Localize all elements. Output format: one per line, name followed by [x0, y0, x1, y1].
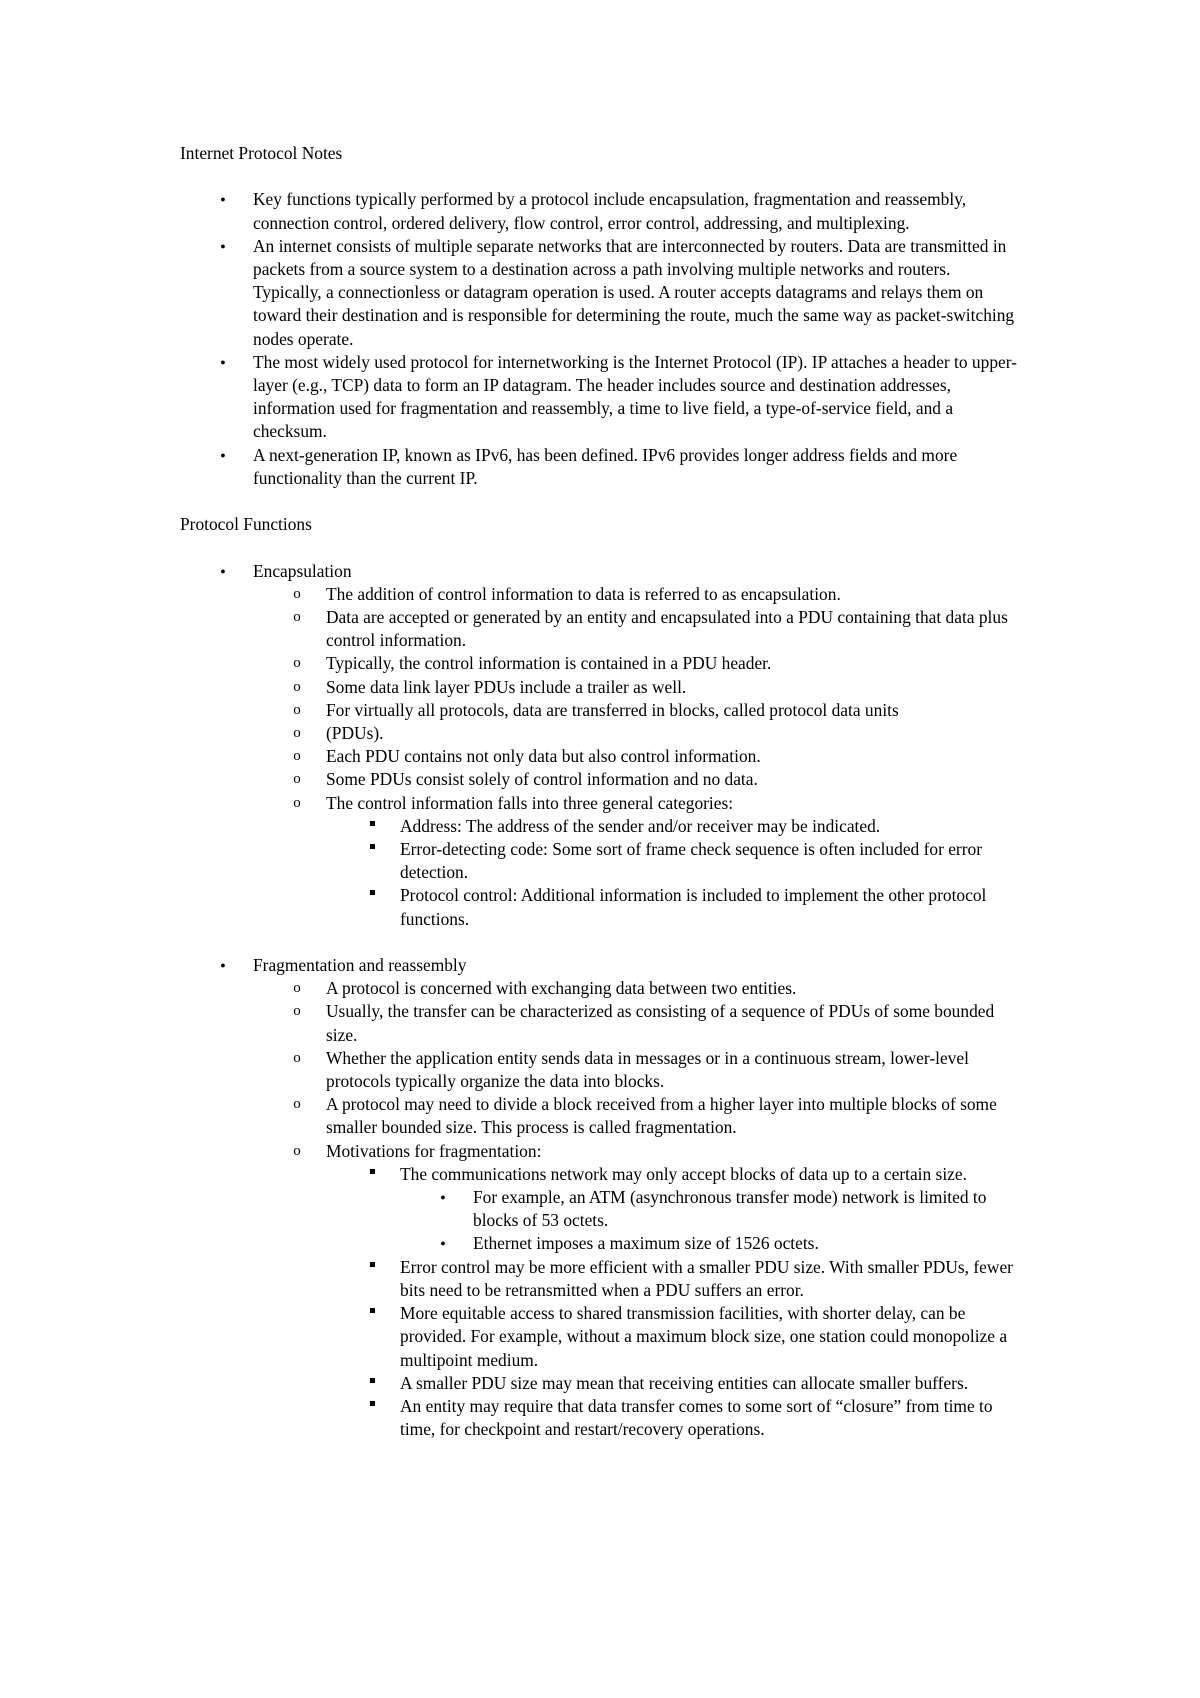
circle-bullet-icon	[287, 1093, 307, 1116]
bullet-icon	[213, 560, 233, 585]
ip-notes-list	[180, 188, 1020, 490]
list-item: ● For example, an ATM (asynchronous transfer mode) network is limited to blocks of 53 octets.	[473, 1186, 1020, 1232]
list-item: o For virtually all protocols, data are transferred in blocks, called protocol data units	[326, 699, 1020, 722]
protocol-functions-list	[180, 560, 1020, 931]
circle-bullet-icon	[287, 768, 307, 791]
circle-bullet-icon	[287, 676, 307, 699]
list-item: ● An internet consists of multiple separate networks that are interconnected by routers. Data are transmitted in packets from a source system to a destination across a path involving multiple networks and routers. Typically, a connectionless or datagram operation is used. A router accepts datagrams and relays them on toward their destination and is responsible for determining the route, much the same way as packet-switching nodes operate.	[253, 235, 1020, 351]
list-item: The communications network may only accept blocks of data up to a certain size.	[400, 1163, 1020, 1186]
list-item: o The addition of control information to data is referred to as encapsulation.	[326, 583, 1020, 606]
square-bullet-icon	[362, 1256, 382, 1279]
list-item: o Motivations for fragmentation:	[326, 1140, 1020, 1163]
square-bullet-icon	[362, 838, 382, 861]
bullet-icon	[433, 1186, 453, 1211]
list-item: o The control information falls into three general categories:	[326, 792, 1020, 815]
list-item: o Whether the application entity sends data in messages or in a continuous stream, lower-level protocols typically organize the data into blocks.	[326, 1047, 1020, 1093]
circle-bullet-icon	[287, 745, 307, 768]
bullet-icon	[433, 1232, 453, 1257]
square-bullet-icon	[362, 1372, 382, 1395]
square-bullet-icon	[362, 884, 382, 907]
circle-bullet-icon	[287, 583, 307, 606]
list-item: ● Key functions typically performed by a protocol include encapsulation, fragmentation and reassembly, connection control, ordered delivery, flow control, error control, addressing, and multiplexing.	[253, 188, 1020, 234]
list-item-fragmentation: ● Fragmentation and reassembly	[253, 954, 1020, 977]
circle-bullet-icon	[287, 1047, 307, 1070]
section-title-protocol-functions: Protocol Functions	[180, 514, 312, 535]
bullet-icon	[213, 954, 233, 979]
fragmentation-list	[180, 954, 1020, 1441]
list-item: ● Ethernet imposes a maximum size of 1526 octets.	[473, 1232, 1020, 1255]
bullet-icon	[213, 444, 233, 469]
circle-bullet-icon	[287, 722, 307, 745]
list-item: o Each PDU contains not only data but also control information.	[326, 745, 1020, 768]
list-item: Protocol control: Additional information is included to implement the other protocol functions.	[400, 884, 1020, 930]
bullet-icon	[213, 235, 233, 260]
list-item: o A protocol is concerned with exchanging data between two entities.	[326, 977, 1020, 1000]
square-bullet-icon	[362, 1302, 382, 1325]
list-item: o Data are accepted or generated by an entity and encapsulated into a PDU containing that data plus control information.	[326, 606, 1020, 652]
list-item: o Usually, the transfer can be characterized as consisting of a sequence of PDUs of some bounded size.	[326, 1000, 1020, 1046]
circle-bullet-icon	[287, 606, 307, 629]
circle-bullet-icon	[287, 652, 307, 675]
bullet-icon	[213, 188, 233, 213]
list-item: More equitable access to shared transmission facilities, with shorter delay, can be provided. For example, without a maximum block size, one station could monopolize a multipoint medium.	[400, 1302, 1020, 1372]
square-bullet-icon	[362, 815, 382, 838]
circle-bullet-icon	[287, 1000, 307, 1023]
list-item: ● A next-generation IP, known as IPv6, has been defined. IPv6 provides longer address fields and more functionality than the current IP.	[253, 444, 1020, 490]
bullet-icon	[213, 351, 233, 376]
list-item: A smaller PDU size may mean that receiving entities can allocate smaller buffers.	[400, 1372, 1020, 1395]
list-item: Address: The address of the sender and/or receiver may be indicated.	[400, 815, 1020, 838]
list-item: Error control may be more efficient with a smaller PDU size. With smaller PDUs, fewer bits need to be retransmitted when a PDU suffers an error.	[400, 1256, 1020, 1302]
circle-bullet-icon	[287, 1140, 307, 1163]
list-item: o Some data link layer PDUs include a trailer as well.	[326, 676, 1020, 699]
list-item: o (PDUs).	[326, 722, 1020, 745]
list-item: Error-detecting code: Some sort of frame check sequence is often included for error detection.	[400, 838, 1020, 884]
list-item: o Some PDUs consist solely of control information and no data.	[326, 768, 1020, 791]
list-item: ● The most widely used protocol for internetworking is the Internet Protocol (IP). IP attaches a header to upper-layer (e.g., TCP) data to form an IP datagram. The header includes source and destination addresses, information used for fragmentation and reassembly, a time to live field, a type-of-service field, and a checksum.	[253, 351, 1020, 444]
square-bullet-icon	[362, 1395, 382, 1418]
section-title-internet-protocol-notes: Internet Protocol Notes	[180, 143, 343, 163]
list-item-encapsulation: ● Encapsulation	[253, 560, 1020, 583]
circle-bullet-icon	[287, 699, 307, 722]
circle-bullet-icon	[287, 977, 307, 1000]
square-bullet-icon	[362, 1163, 382, 1186]
list-item: o Typically, the control information is contained in a PDU header.	[326, 652, 1020, 675]
list-item: An entity may require that data transfer comes to some sort of “closure” from time to time, for checkpoint and restart/recovery operations.	[400, 1395, 1020, 1441]
circle-bullet-icon	[287, 792, 307, 815]
list-item: o A protocol may need to divide a block received from a higher layer into multiple blocks of some smaller bounded size. This process is called fragmentation.	[326, 1093, 1020, 1139]
